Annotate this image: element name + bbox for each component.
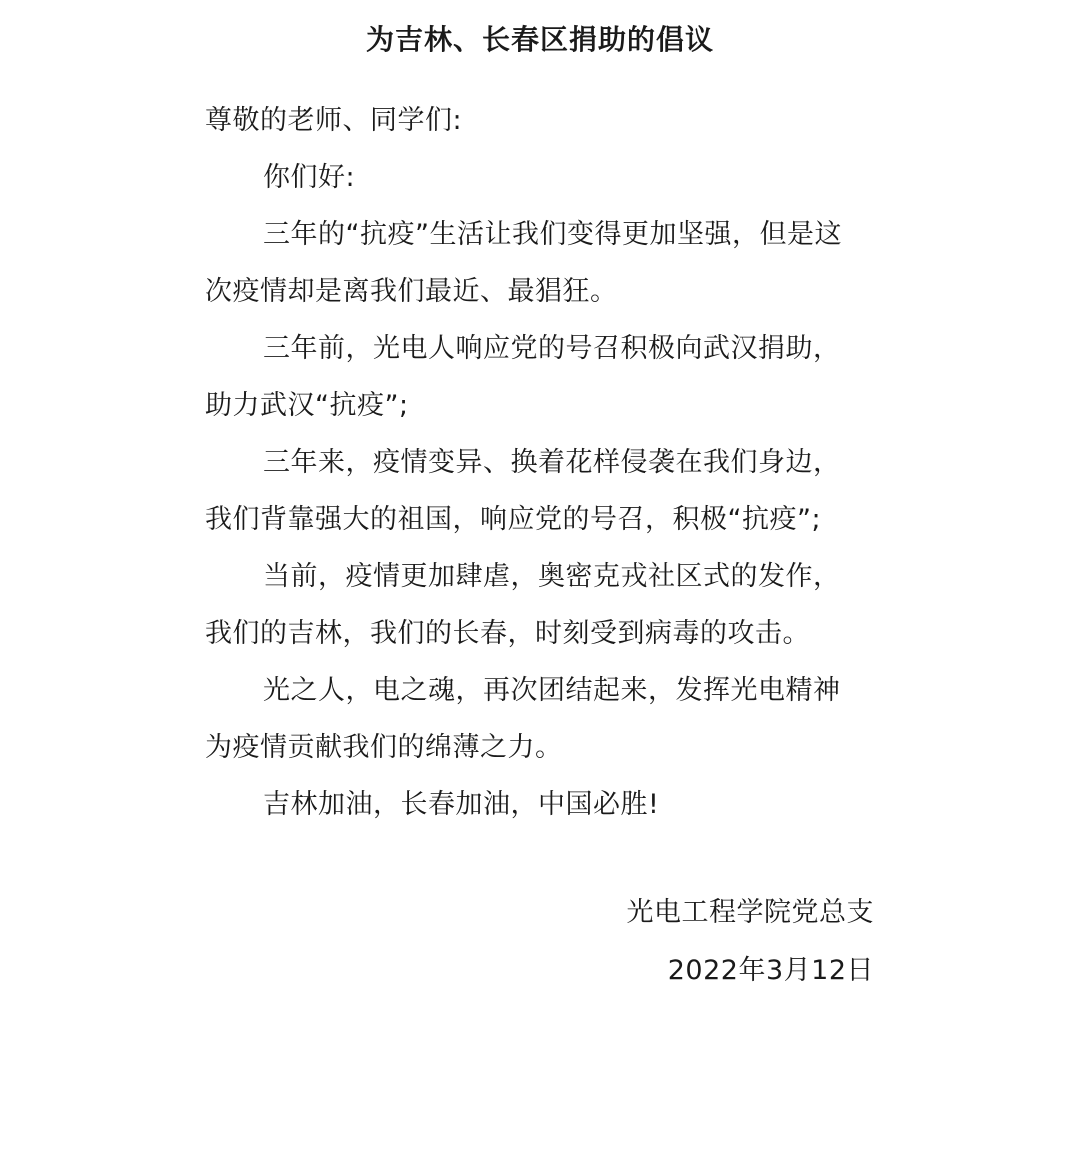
body-line: 三年前，光电人响应党的号召积极向武汉捐助，	[263, 333, 841, 364]
body-line: 当前，疫情更加肆虐，奥密克戎社区式的发作，	[263, 561, 841, 592]
body-line: 为疫情贡献我们的绵薄之力。	[205, 732, 563, 763]
body-line: 三年来，疫情变异、换着花样侵袭在我们身边，	[263, 447, 841, 478]
signature-organization: 光电工程学院党总支	[626, 897, 874, 928]
document-title: 为吉林、长春区捐助的倡议	[365, 23, 714, 56]
body-line: 次疫情却是离我们最近、最猖狂。	[205, 276, 618, 307]
signature-block	[627, 884, 875, 1000]
body-line: 你们好:	[263, 162, 356, 193]
salutation: 尊敬的老师、同学们:	[205, 105, 463, 136]
document-body	[205, 92, 877, 833]
body-line: 我们的吉林，我们的长春，时刻受到病毒的攻击。	[205, 618, 810, 649]
body-line: 吉林加油，长春加油，中国必胜!	[263, 789, 660, 820]
body-line: 我们背靠强大的祖国，响应党的号召，积极“抗疫”;	[205, 504, 822, 535]
body-line: 助力武汉“抗疫”;	[205, 390, 409, 421]
body-line: 三年的“抗疫”生活让我们变得更加坚强，但是这	[263, 219, 842, 250]
signature-date: 2022年3月12日	[667, 955, 874, 986]
body-line: 光之人，电之魂，再次团结起来，发挥光电精神	[263, 675, 841, 706]
